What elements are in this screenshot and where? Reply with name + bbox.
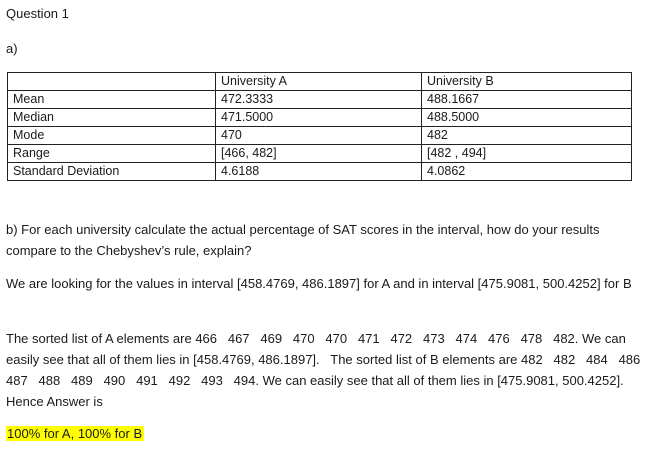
statistics-table (7, 72, 632, 181)
table-row (8, 109, 632, 127)
interval-paragraph: We are looking for the values in interval [458.4769, 486.1897] for A and in interval [475.9081, 500.4252] for B (6, 276, 632, 291)
row-label: Range (8, 145, 216, 163)
part-b-question: b) For each university calculate the actual percentage of SAT scores in the interval, how do your results compare to the Chebyshev’s rule, explain? (6, 222, 600, 258)
table-row (8, 127, 632, 145)
table-cell: [482 , 494] (422, 145, 632, 163)
highlighted-answer: 100% for A, 100% for B (7, 426, 143, 441)
table-cell: 482 (422, 127, 632, 145)
table-row (8, 91, 632, 109)
table-header-cell: University A (216, 73, 422, 91)
table-cell: 472.3333 (216, 91, 422, 109)
question-title: Question 1 (6, 6, 69, 21)
table-row (8, 145, 632, 163)
table-cell: 488.5000 (422, 109, 632, 127)
sorted-list-paragraph: The sorted list of A elements are 466 467 469 470 470 471 472 473 474 476 478 482. We can easily see that all of them lies in [458.4769, 486.1897]. The sorted list of B elements are 482 482 484 486 487 488 489 490 491 492 493 494. We can easily see that all of them lies in [475.9081, 500.4252]. Hence Answer is (6, 331, 652, 409)
row-label: Median (8, 109, 216, 127)
table-header-cell: University B (422, 73, 632, 91)
table-cell: 488.1667 (422, 91, 632, 109)
part-a-label: a) (6, 41, 18, 56)
table-cell: [466, 482] (216, 145, 422, 163)
table-cell: 4.0862 (422, 163, 632, 181)
table-header-row (8, 73, 632, 91)
answer-line (6, 425, 144, 443)
table-header-cell (8, 73, 216, 91)
row-label: Mode (8, 127, 216, 145)
table-cell: 471.5000 (216, 109, 422, 127)
table-cell: 4.6188 (216, 163, 422, 181)
row-label: Standard Deviation (8, 163, 216, 181)
table-cell: 470 (216, 127, 422, 145)
table-row (8, 163, 632, 181)
row-label: Mean (8, 91, 216, 109)
